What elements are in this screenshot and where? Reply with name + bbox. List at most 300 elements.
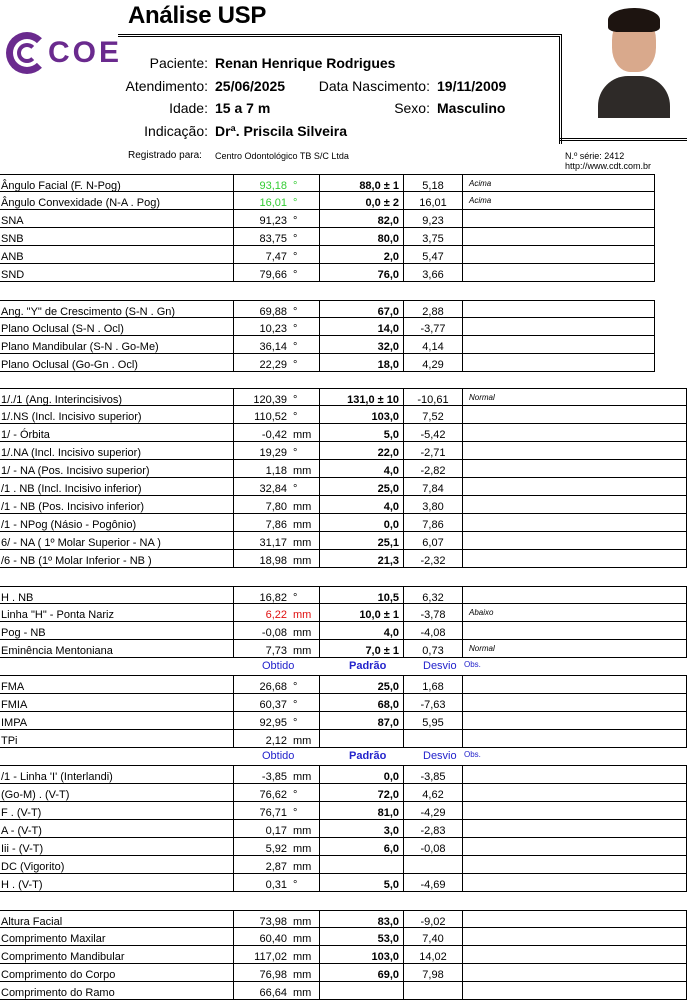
unit: mm (293, 627, 312, 639)
obtained-value: 22,29 (259, 359, 287, 371)
table-row (0, 514, 687, 532)
measurement-label: Pog - NB (1, 627, 46, 639)
observation (462, 514, 687, 532)
obtained-value: 2,12 (265, 735, 287, 747)
standard-value: 53,0 (319, 928, 403, 946)
standard-value: 0,0 (319, 766, 403, 784)
header-padrao: Padrão (349, 660, 387, 672)
unit: mm (293, 771, 312, 783)
deviation-value: -9,02 (403, 911, 462, 929)
header-frame-tail (559, 138, 687, 141)
observation: Normal (462, 640, 687, 658)
deviation-value (403, 730, 462, 748)
obtained-cell (233, 928, 319, 946)
standard-value (319, 982, 403, 1000)
obtained-value: 79,66 (259, 269, 287, 281)
table-row (0, 318, 655, 336)
deviation-value: 7,40 (403, 928, 462, 946)
deviation-value: -2,82 (403, 460, 462, 478)
deviation-value: 7,84 (403, 478, 462, 496)
observation (462, 424, 687, 442)
observation (462, 730, 687, 748)
table-row (0, 264, 655, 282)
standard-value: 72,0 (319, 784, 403, 802)
table-row (0, 604, 687, 622)
standard-value: 22,0 (319, 442, 403, 460)
observation (462, 676, 687, 694)
standard-value: 10,5 (319, 587, 403, 605)
standard-value: 87,0 (319, 712, 403, 730)
measurement-label: Plano Oclusal (Go-Gn . Ocl) (1, 359, 138, 371)
obtained-cell (233, 911, 319, 929)
standard-value: 4,0 (319, 496, 403, 514)
unit: ° (293, 411, 298, 423)
standard-value: 10,0 ± 1 (319, 604, 403, 622)
standard-value (319, 856, 403, 874)
indicacao-value: Drª. Priscila Silveira (215, 123, 348, 139)
unit: ° (293, 699, 298, 711)
deviation-value: 0,73 (403, 640, 462, 658)
observation (462, 460, 687, 478)
deviation-value: 6,07 (403, 532, 462, 550)
table-row (0, 336, 655, 354)
measurement-label: Comprimento Mandibular (1, 951, 125, 963)
observation (462, 264, 655, 282)
unit: mm (293, 645, 312, 657)
measurement-label: 1/ - Órbita (1, 429, 50, 441)
standard-value: 88,0 ± 1 (319, 175, 403, 193)
unit: mm (293, 429, 312, 441)
obtained-value: 26,68 (259, 681, 287, 693)
standard-value: 5,0 (319, 874, 403, 892)
obtained-value: 69,88 (259, 306, 287, 318)
header-padrao: Padrão (349, 750, 387, 762)
table-row (0, 802, 687, 820)
unit: mm (293, 537, 312, 549)
website-link[interactable]: http://www.cdt.com.br (565, 161, 652, 171)
table-row (0, 982, 687, 1000)
deviation-value: -2,83 (403, 820, 462, 838)
obtained-value: 5,92 (265, 843, 287, 855)
table-row (0, 460, 687, 478)
measurement-label: Iii - (V-T) (1, 843, 44, 855)
unit: mm (293, 916, 312, 928)
deviation-value (403, 856, 462, 874)
unit: mm (293, 843, 312, 855)
obtained-cell (233, 964, 319, 982)
obtained-cell (233, 389, 319, 407)
table-row (0, 856, 687, 874)
obtained-value: 60,37 (259, 699, 287, 711)
standard-value: 67,0 (319, 301, 403, 319)
standard-value: 25,0 (319, 478, 403, 496)
obtained-cell (233, 730, 319, 748)
idade-value: 15 a 7 m (215, 100, 271, 116)
obtained-cell (233, 532, 319, 550)
observation (462, 301, 655, 319)
unit: ° (293, 180, 298, 192)
measurement-label: Linha "H" - Ponta Nariz (1, 609, 114, 621)
observation (462, 946, 687, 964)
registrado-value: Centro Odontológico TB S/C Ltda (215, 151, 349, 161)
unit: ° (293, 394, 298, 406)
table-row (0, 694, 687, 712)
deviation-value: 3,80 (403, 496, 462, 514)
observation (462, 210, 655, 228)
standard-value: 5,0 (319, 424, 403, 442)
table-row (0, 478, 687, 496)
deviation-value: -3,85 (403, 766, 462, 784)
deviation-value: 7,98 (403, 964, 462, 982)
table-row (0, 964, 687, 982)
observation (462, 336, 655, 354)
obtained-value: 110,52 (254, 411, 287, 423)
table-row (0, 532, 687, 550)
obtained-value: 7,73 (265, 645, 287, 657)
measurement-label: H . (V-T) (1, 879, 43, 891)
unit: mm (293, 969, 312, 981)
table-row (0, 838, 687, 856)
measurement-label: 1/ - NA (Pos. Incisivo superior) (1, 465, 150, 477)
obtained-cell (233, 587, 319, 605)
unit: mm (293, 555, 312, 567)
observation (462, 478, 687, 496)
obtained-value: 117,02 (254, 951, 287, 963)
observation: Normal (462, 389, 687, 407)
obtained-cell (233, 442, 319, 460)
obtained-value: 7,80 (265, 501, 287, 513)
unit: ° (293, 879, 298, 891)
deviation-value: -3,78 (403, 604, 462, 622)
paciente-value: Renan Henrique Rodrigues (215, 55, 396, 71)
header-obs: Obs. (464, 660, 481, 669)
unit: mm (293, 609, 312, 621)
obtained-cell (233, 175, 319, 193)
standard-value: 25,1 (319, 532, 403, 550)
sexo-label: Sexo: (394, 100, 430, 116)
unit: mm (293, 519, 312, 531)
measurement-label: Plano Mandibular (S-N . Go-Me) (1, 341, 159, 353)
header-obtido: Obtido (262, 660, 295, 672)
measurement-label: Comprimento Maxilar (1, 933, 106, 945)
measurement-label: H . NB (1, 592, 34, 604)
obtained-cell (233, 604, 319, 622)
measurement-label: Eminência Mentoniana (1, 645, 113, 657)
observation (462, 354, 655, 372)
obtained-value: 2,87 (265, 861, 287, 873)
observation (462, 228, 655, 246)
obtained-cell (233, 766, 319, 784)
table-row (0, 174, 655, 192)
measurement-label: ANB (1, 251, 24, 263)
deviation-value: -5,42 (403, 424, 462, 442)
obtained-cell (233, 784, 319, 802)
deviation-value (403, 982, 462, 1000)
patient-photo (598, 6, 670, 118)
idade-label: Idade: (169, 100, 208, 116)
measurement-label: SNA (1, 215, 24, 227)
obtained-value: 91,23 (259, 215, 287, 227)
obtained-cell (233, 192, 319, 210)
deviation-value: 5,47 (403, 246, 462, 264)
standard-value: 83,0 (319, 911, 403, 929)
obtained-cell (233, 210, 319, 228)
unit: mm (293, 465, 312, 477)
observation (462, 622, 687, 640)
measurement-label: F . (V-T) (1, 807, 42, 819)
standard-value: 14,0 (319, 318, 403, 336)
obtained-cell (233, 622, 319, 640)
obtained-value: 60,40 (259, 933, 287, 945)
coe-logo (4, 30, 124, 80)
table-row (0, 676, 687, 694)
observation (462, 496, 687, 514)
measurement-label: 6/ - NA ( 1º Molar Superior - NA ) (1, 537, 161, 549)
obtained-value: 93,18 (259, 180, 287, 192)
obtained-cell (233, 946, 319, 964)
table-row (0, 550, 687, 568)
unit: ° (293, 483, 298, 495)
measurement-label: A - (V-T) (1, 825, 42, 837)
obtained-cell (233, 874, 319, 892)
obtained-value: 6,22 (265, 609, 287, 621)
deviation-value: 9,23 (403, 210, 462, 228)
deviation-value: -10,61 (403, 389, 462, 407)
table-row (0, 496, 687, 514)
deviation-value: -4,69 (403, 874, 462, 892)
unit: ° (293, 269, 298, 281)
standard-value: 131,0 ± 10 (319, 389, 403, 407)
deviation-value: -4,29 (403, 802, 462, 820)
obtained-cell (233, 856, 319, 874)
obtained-value: -3,85 (261, 771, 287, 783)
measurement-label: IMPA (1, 717, 28, 729)
table-row (0, 228, 655, 246)
measurement-label: Comprimento do Ramo (1, 987, 115, 999)
measurement-label: (Go-M) . (V-T) (1, 789, 70, 801)
observation (462, 928, 687, 946)
deviation-value: 2,88 (403, 301, 462, 319)
paciente-label: Paciente: (149, 55, 208, 71)
deviation-value: -3,77 (403, 318, 462, 336)
standard-value: 6,0 (319, 838, 403, 856)
obtained-value: 16,82 (259, 592, 287, 604)
measurement-label: TPi (1, 735, 18, 747)
observation: Acima (462, 192, 655, 210)
observation (462, 820, 687, 838)
table-row (0, 354, 655, 372)
measurement-label: /1 - NPog (Násio - Pogônio) (1, 519, 137, 531)
deviation-value: -4,08 (403, 622, 462, 640)
unit: mm (293, 933, 312, 945)
header-obtido: Obtido (262, 750, 295, 762)
nascimento-label: Data Nascimento: (318, 78, 430, 94)
unit: ° (293, 789, 298, 801)
observation (462, 550, 687, 568)
standard-value: 81,0 (319, 802, 403, 820)
measurement-label: /6 - NB (1º Molar Inferior - NB ) (1, 555, 152, 567)
obtained-cell (233, 406, 319, 424)
observation (462, 784, 687, 802)
obtained-cell (233, 228, 319, 246)
obtained-value: 76,62 (259, 789, 287, 801)
standard-value: 25,0 (319, 676, 403, 694)
obtained-value: 66,64 (259, 987, 287, 999)
standard-value (319, 730, 403, 748)
measurement-label: SND (1, 269, 25, 281)
deviation-value: 14,02 (403, 946, 462, 964)
standard-value: 80,0 (319, 228, 403, 246)
obtained-value: 73,98 (259, 916, 287, 928)
obtained-value: 7,86 (265, 519, 287, 531)
standard-value: 0,0 (319, 514, 403, 532)
unit: mm (293, 825, 312, 837)
observation (462, 802, 687, 820)
standard-value: 0,0 ± 2 (319, 192, 403, 210)
measurement-label: FMIA (1, 699, 28, 711)
obtained-value: -0,42 (261, 429, 287, 441)
obtained-value: 19,29 (259, 447, 287, 459)
standard-value: 18,0 (319, 354, 403, 372)
obtained-value: 0,31 (265, 879, 287, 891)
table-row (0, 730, 687, 748)
logo-text: COE (48, 36, 123, 69)
obtained-value: 92,95 (259, 717, 287, 729)
unit: ° (293, 592, 298, 604)
observation (462, 406, 687, 424)
obtained-value: 120,39 (253, 394, 287, 406)
unit: mm (293, 861, 312, 873)
obtained-cell (233, 550, 319, 568)
observation (462, 874, 687, 892)
obtained-value: -0,08 (261, 627, 287, 639)
obtained-value: 31,17 (259, 537, 287, 549)
deviation-value: 16,01 (403, 192, 462, 210)
obtained-value: 83,75 (259, 233, 287, 245)
measurement-label: 1/.NS (Incl. Incisivo superior) (1, 411, 142, 423)
table-row (0, 874, 687, 892)
unit: ° (293, 807, 298, 819)
obtained-cell (233, 676, 319, 694)
obtained-cell (233, 264, 319, 282)
measurement-label: Ang. "Y" de Crescimento (S-N . Gn) (1, 306, 176, 318)
obtained-cell (233, 336, 319, 354)
table-row (0, 586, 687, 604)
indicacao-label: Indicação: (144, 123, 208, 139)
header-desvio: Desvio (423, 750, 457, 762)
standard-value: 7,0 ± 1 (319, 640, 403, 658)
measurement-label: Plano Oclusal (S-N . Ocl) (1, 323, 124, 335)
deviation-value: -7,63 (403, 694, 462, 712)
deviation-value: 5,18 (403, 175, 462, 193)
deviation-value: -2,32 (403, 550, 462, 568)
obtained-cell (233, 354, 319, 372)
deviation-value: 7,52 (403, 406, 462, 424)
obtained-value: 32,84 (259, 483, 287, 495)
obtained-value: 0,17 (265, 825, 287, 837)
obtained-cell (233, 460, 319, 478)
standard-value: 2,0 (319, 246, 403, 264)
measurement-label: Ângulo Facial (F. N-Pog) (1, 180, 121, 192)
obtained-cell (233, 838, 319, 856)
standard-value: 4,0 (319, 622, 403, 640)
obtained-value: 10,23 (259, 323, 287, 335)
unit: ° (293, 681, 298, 693)
unit: ° (293, 251, 298, 263)
observation (462, 694, 687, 712)
obtained-cell (233, 712, 319, 730)
deviation-value: 7,86 (403, 514, 462, 532)
observation (462, 246, 655, 264)
measurement-label: /1 . NB (Incl. Incisivo inferior) (1, 483, 142, 495)
standard-value: 21,3 (319, 550, 403, 568)
obtained-cell (233, 424, 319, 442)
obtained-value: 18,98 (259, 555, 287, 567)
report-title: Análise USP (128, 2, 267, 29)
table-row (0, 442, 687, 460)
serie-number: N.º série: 2412 (565, 151, 625, 161)
observation (462, 442, 687, 460)
obtained-value: 76,98 (259, 969, 287, 981)
deviation-value: 4,14 (403, 336, 462, 354)
observation (462, 318, 655, 336)
measurement-label: Comprimento do Corpo (1, 969, 116, 981)
unit: ° (293, 306, 298, 318)
unit: ° (293, 197, 298, 209)
obtained-value: 76,71 (259, 807, 287, 819)
column-header-row (0, 658, 687, 676)
unit: mm (293, 951, 312, 963)
unit: ° (293, 323, 298, 335)
deviation-value: -0,08 (403, 838, 462, 856)
obtained-cell (233, 478, 319, 496)
table-row (0, 300, 655, 318)
header-desvio: Desvio (423, 660, 457, 672)
unit: mm (293, 987, 312, 999)
deviation-value: 3,66 (403, 264, 462, 282)
observation (462, 856, 687, 874)
obtained-cell (233, 982, 319, 1000)
observation: Abaixo (462, 604, 687, 622)
table-row (0, 766, 687, 784)
table-row (0, 784, 687, 802)
deviation-value: 3,75 (403, 228, 462, 246)
table-row (0, 388, 687, 406)
deviation-value: 6,32 (403, 587, 462, 605)
obtained-cell (233, 246, 319, 264)
table-row (0, 820, 687, 838)
measurement-label: /1 - NB (Pos. Incisivo inferior) (1, 501, 145, 513)
unit: ° (293, 717, 298, 729)
observation: Acima (462, 175, 655, 193)
standard-value: 69,0 (319, 964, 403, 982)
standard-value: 3,0 (319, 820, 403, 838)
table-row (0, 928, 687, 946)
obtained-value: 1,18 (265, 465, 287, 477)
table-row (0, 424, 687, 442)
table-row (0, 640, 687, 658)
obtained-cell (233, 514, 319, 532)
observation (462, 964, 687, 982)
unit: ° (293, 233, 298, 245)
registrado-label: Registrado para: (128, 150, 202, 161)
obtained-cell (233, 318, 319, 336)
sexo-value: Masculino (437, 100, 506, 116)
table-row (0, 946, 687, 964)
obtained-value: 16,01 (259, 197, 287, 209)
logo-inner-ring-icon (17, 43, 37, 63)
observation (462, 712, 687, 730)
